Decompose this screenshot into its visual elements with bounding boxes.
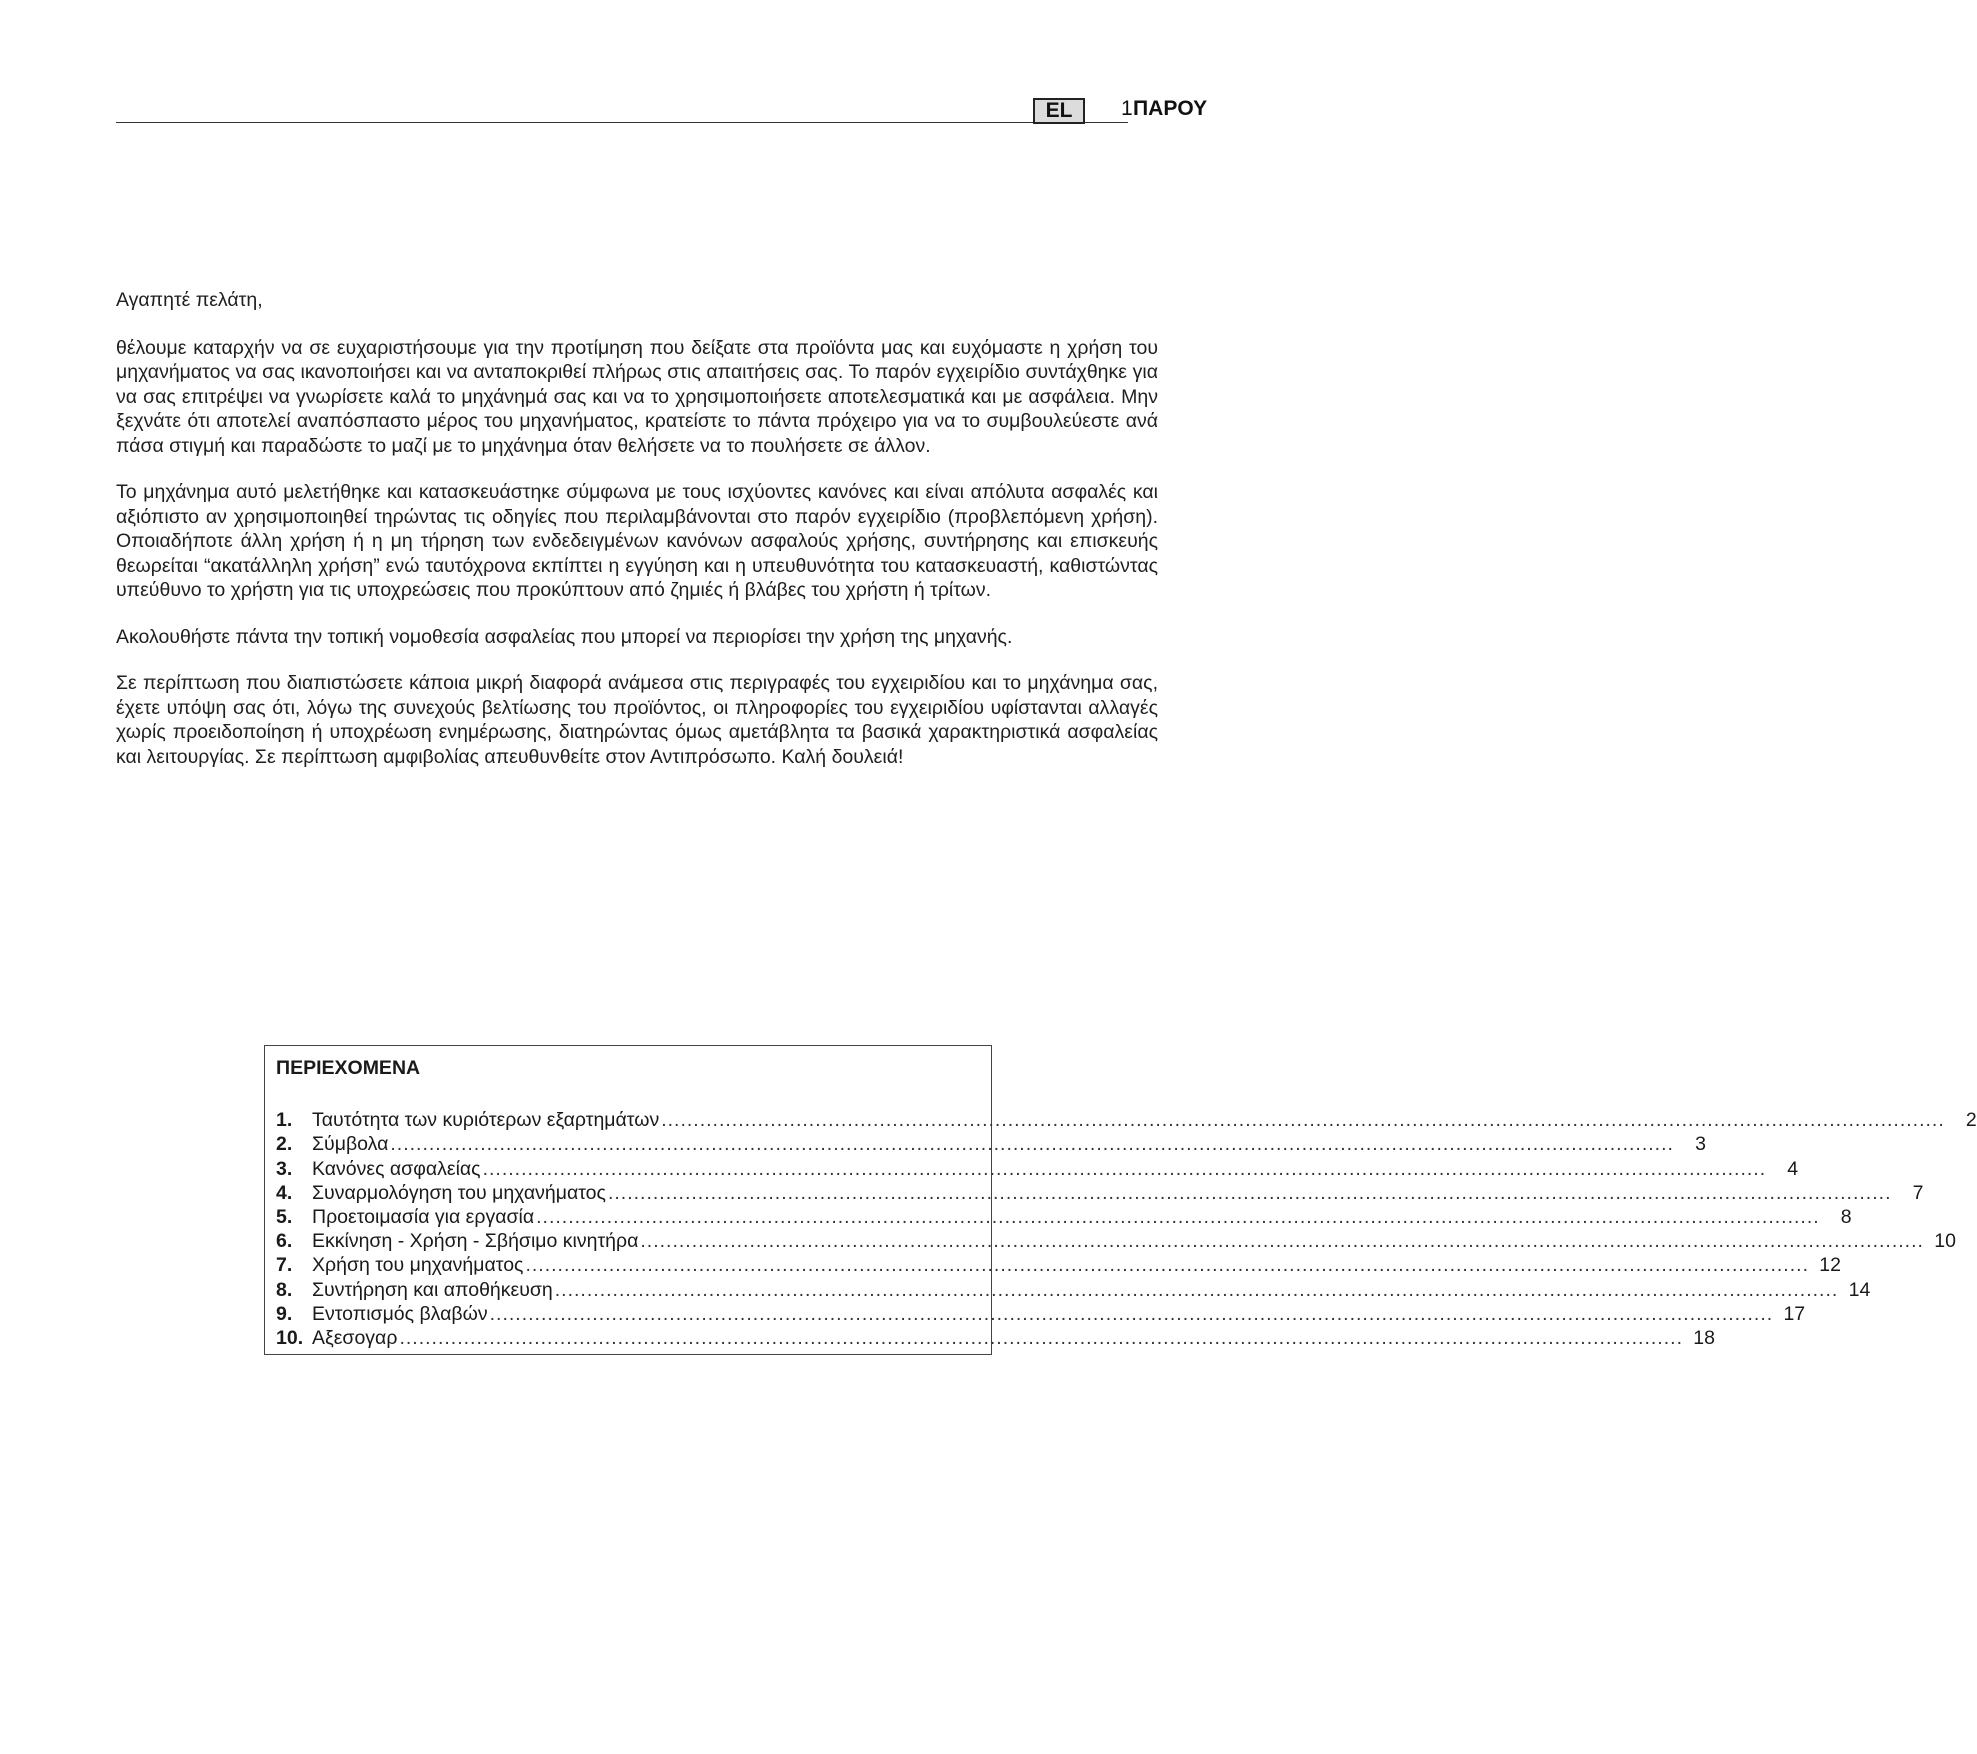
- toc-item-page: 8: [1840, 1206, 1852, 1229]
- toc-item-page: 7: [1912, 1181, 1924, 1204]
- toc-item[interactable]: [276, 1108, 1977, 1132]
- toc-item-number: 9.: [276, 1302, 293, 1325]
- toc-item-label: Προετοιμασία για εργασία: [312, 1206, 535, 1229]
- toc-leader-dots: ........................................................................................................................................................................................................: [399, 1327, 1683, 1350]
- toc-item-page: 18: [1693, 1327, 1715, 1350]
- toc-item-page: 12: [1819, 1254, 1841, 1277]
- toc-item-label: Ταυτότητα των κυριότερων εξαρτημάτων: [312, 1109, 660, 1132]
- toc-leader-dots: ........................................................................................................................................................................................................: [489, 1302, 1774, 1325]
- toc-leader-dots: ........................................................................................................................................................................................................: [390, 1133, 1674, 1156]
- page-number: 1: [1121, 97, 1133, 120]
- toc-item-label: Συντήρηση και αποθήκευση: [312, 1278, 553, 1301]
- toc-item-label: Εκκίνηση - Χρήση - Σβήσιμο κινητήρα: [312, 1230, 639, 1253]
- toc-item-label: Σύμβολα: [312, 1133, 389, 1156]
- toc-item-number: 8.: [276, 1278, 293, 1301]
- toc-item-label: Αξεσογαρ: [312, 1327, 398, 1350]
- toc-title: ΠΕΡΙΕΧΟΜΕΝΑ: [276, 1057, 421, 1079]
- table-of-contents: [264, 1045, 1977, 1355]
- toc-item-number: 7.: [276, 1254, 293, 1277]
- header-rule: [116, 122, 1128, 123]
- toc-item[interactable]: [276, 1302, 1806, 1326]
- toc-item-number: 5.: [276, 1206, 293, 1229]
- toc-item-page: 4: [1787, 1157, 1799, 1180]
- language-badge: EL: [1033, 98, 1085, 124]
- toc-item[interactable]: [276, 1326, 1715, 1350]
- toc-item-label: Χρήση του μηχανήματος: [312, 1254, 524, 1277]
- toc-leader-dots: ........................................................................................................................................................................................................: [640, 1230, 1924, 1253]
- toc-item-number: 2.: [276, 1133, 293, 1156]
- toc-item[interactable]: [276, 1229, 1956, 1253]
- paragraph: Το μηχάνημα αυτό μελετήθηκε και κατασκευάστηκε σύμφωνα με τους ισχύοντες κανόνες και είναι απόλυτα ασφαλές και αξιόπιστο αν χρησιμοποιηθεί τηρώντας τις οδηγίες που περιλαμβάνονται στο παρόν εγχειρίδιο (προβλεπόμενη χρήση). Οποιαδήποτε άλλη χρήση ή η μη τήρηση των ενδεδειγμένων κανόνων ασφαλούς χρήσης, συντήρησης και επισκευής θεωρείται “ακατάλληλη χρήση” ενώ ταυτόχρονα εκπίπτει η εγγύηση και η υπευθυνότητα του κατασκευαστή, καθιστώντας υπεύθυνο το χρήστη για τις υποχρεώσεις που προκύπτουν από ζημιές ή βλάβες του χρήστη ή τρίτων.: [116, 481, 1158, 601]
- toc-leader-dots: ........................................................................................................................................................................................................: [661, 1109, 1945, 1132]
- intro-text: [116, 288, 1158, 791]
- toc-item-page: 3: [1695, 1133, 1706, 1156]
- toc-leader-dots: ........................................................................................................................................................................................................: [607, 1181, 1892, 1204]
- toc-item[interactable]: [276, 1181, 1924, 1205]
- toc-leader-dots: ........................................................................................................................................................................................................: [525, 1254, 1809, 1277]
- paragraph: Ακολουθήστε πάντα την τοπική νομοθεσία ασφαλείας που μπορεί να περιορίσει την χρήση της μηχανής.: [116, 625, 1013, 648]
- toc-item-label: Κανόνες ασφαλείας: [312, 1157, 481, 1180]
- paragraph: Σε περίπτωση που διαπιστώσετε κάποια μικρή διαφορά ανάμεσα στις περιγραφές του εγχειριδίου και το μηχάνημα σας, έχετε υπόψη σας ότι, λόγω της συνεχούς βελτίωσης του προϊόντος, οι πληροφορίες του εγχειριδίου υφίστανται αλλαγές χωρίς προειδοποίηση ή υποχρέωση ενημέρωσης, διατηρώντας όμως αμετάβλητα τα βασικά χαρακτηριστικά ασφαλείας και λειτουργίας. Σε περίπτωση αμφιβολίας απευθυνθείτε στον Αντιπρόσωπο. Καλή δουλειά!: [116, 672, 1158, 768]
- toc-item[interactable]: [276, 1253, 1841, 1277]
- toc-item-number: 1.: [276, 1109, 293, 1132]
- toc-leader-dots: ........................................................................................................................................................................................................: [536, 1206, 1820, 1229]
- toc-item-number: 6.: [276, 1230, 293, 1253]
- paragraph: θέλουμε καταρχήν να σε ευχαριστήσουμε για την προτίμηση που δείξατε στα προϊόντα μας και ευχόμαστε η χρήση του μηχανήματος να σας ικανοποιήσει και να ανταποκριθεί πλήρως στις απαιτήσεις σας. Το παρόν εγχειρίδιο συντάχθηκε για να σας επιτρέψει να γνωρίσετε καλά το μηχάνημά σας και να το χρησιμοποιήσετε αποτελεσματικά και με ασφάλεια. Μην ξεχνάτε ότι αποτελεί αναπόσπαστο μέρος του μηχανήματος, κρατείστε το πάντα πρόχειρο για να το συμβουλεύεστε ανά πάσα στιγμή και παραδώστε το μαζί με το μηχάνημα όταν θελήσετε να το πουλήσετε σε άλλον.: [116, 336, 1158, 457]
- greeting: Αγαπητέ πελάτη,: [116, 289, 263, 311]
- toc-item-number: 10.: [276, 1327, 304, 1350]
- toc-item-page: 17: [1783, 1302, 1806, 1325]
- toc-item-page: 14: [1848, 1278, 1871, 1301]
- section-label: ΠΑΡΟΥ: [1133, 97, 1208, 120]
- toc-item[interactable]: [276, 1132, 1706, 1156]
- toc-item[interactable]: [276, 1205, 1852, 1229]
- toc-item-label: Εντοπισμός βλαβών: [312, 1302, 488, 1325]
- toc-item[interactable]: [276, 1157, 1799, 1181]
- toc-item-page: 2: [1965, 1109, 1977, 1132]
- toc-leader-dots: ........................................................................................................................................................................................................: [554, 1278, 1839, 1301]
- toc-item-number: 4.: [276, 1181, 293, 1204]
- toc-leader-dots: ........................................................................................................................................................................................................: [482, 1157, 1767, 1180]
- toc-item[interactable]: [276, 1278, 1871, 1302]
- toc-item-label: Συναρμολόγηση του μηχανήματος: [312, 1181, 606, 1204]
- toc-item-number: 3.: [276, 1157, 293, 1180]
- toc-item-page: 10: [1934, 1230, 1956, 1253]
